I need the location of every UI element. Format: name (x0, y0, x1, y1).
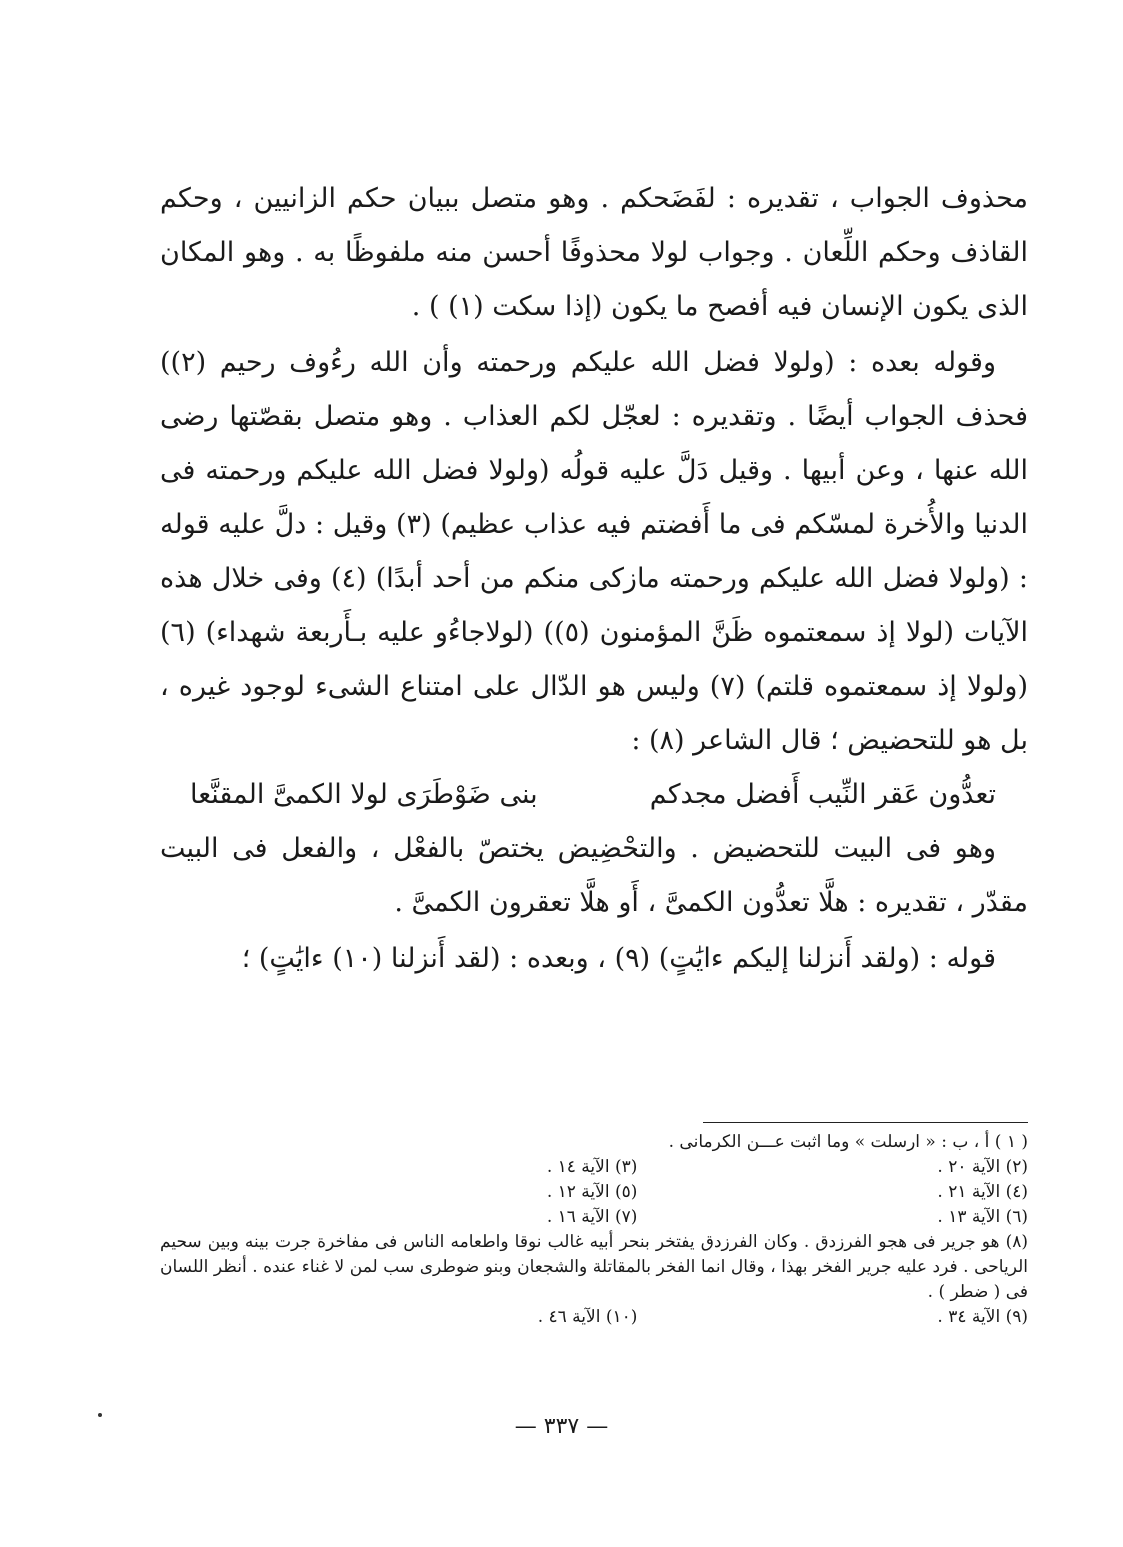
footnotes (160, 1130, 1028, 1330)
footnote-2: (٢) الآية ٢٠ . (937, 1157, 1028, 1177)
footnote-row (160, 1205, 1028, 1230)
paragraph-1: محذوف الجواب ، تقديره : لفَضَحكم . وهو متصل ببيان حكم الزانيين ، وحكم القاذف وحكم اللِّعان . وجواب لولا محذوفًا أحسن منه ملفوظًا به . وهو المكان الذى يكون الإنسان فيه أفصح ما يكون (إذا سكت (١) ) . (160, 183, 1028, 322)
footnote-row (160, 1305, 1028, 1330)
footnote-row (160, 1155, 1028, 1180)
footnote-1: ( ١ ) أ ، ب : « ارسلت » وما اثبت عـــن الكرمانى . (668, 1132, 1028, 1152)
footnote-10: (١٠) الآية ٤٦ . (537, 1307, 638, 1327)
footnote-9: (٩) الآية ٣٤ . (937, 1307, 1028, 1327)
footnote-4: (٤) الآية ٢١ . (937, 1182, 1028, 1202)
main-text-body (160, 172, 1028, 986)
page-number: — ٣٣٧ — (514, 1414, 609, 1439)
paragraph-4: قوله : (ولقد أَنزلنا إليكم ءايَٰتٍ) (٩) ، وبعده : (لقد أَنزلنا (١٠) ءايَٰتٍ) ؛ (241, 943, 996, 974)
footnote-7: (٧) الآية ١٦ . (546, 1207, 638, 1227)
footnote-5: (٥) الآية ١٢ . (546, 1182, 638, 1202)
footnote-8: (٨) هو جرير فى هجو الفرزدق . وكان الفرزدق يفتخر بنحر أبيه غالب نوقا واطعامه الناس فى مفاخرة جرت بينه وبين سحيم الرياحى . فرد عليه جرير الفخر بهذا ، وقال انما الفخر بالمقاتلة والشجعان وبنو ضوطرى سب لمن لا غناء عنده . أنظر اللسان فى ( ضطر ) . (160, 1232, 1028, 1302)
footnote-separator (703, 1122, 1028, 1123)
footnote-row (160, 1180, 1028, 1205)
footnote-3: (٣) الآية ١٤ . (546, 1157, 638, 1177)
paragraph-3: وهو فى البيت للتحضيض . والتحْضِيض يختصّ بالفعْل ، والفعل فى البيت مقدّر ، تقديره : هلَّا تعدُّون الكمىَّ ، أَو هلَّا تعقرون الكمىَّ . (160, 833, 1028, 918)
verse-hemistich-second: بنى ضَوْطَرَى لولا الكمىَّ المقنَّعا (190, 779, 538, 810)
paragraph-2: وقوله بعده : (ولولا فضل الله عليكم ورحمته وأن الله رءُوف رحيم (٢)) فحذف الجواب أيضًا . وتقديره : لعجّل لكم العذاب . وهو متصل بقصّتها رضى الله عنها ، وعن أبيها . وقيل دَلَّ عليه قولُه (ولولا فضل الله عليكم ورحمته فى الدنيا والأُخرة لمسّكم فى ما أَفضتم فيه عذاب عظيم) (٣) وقيل : دلَّ عليه قوله : (ولولا فضل الله عليكم ورحمته مازكى منكم من أحد أبدًا) (٤) وفى خلال هذه الآيات (لولا إذ سمعتموه ظَنَّ المؤمنون (٥)) (لولاجاءُو عليه بـأَربعة شهداء) (٦) (ولولا إذ سمعتموه قلتم) (٧) وليس هو الدّال على امتناع الشىء لوجود غيره ، بل هو للتحضيض ؛ قال الشاعر (٨) : (160, 347, 1029, 756)
footnote-6: (٦) الآية ١٣ . (937, 1207, 1028, 1227)
verse-hemistich-first: تعدُّون عَقر النِّيب أَفضل مجدكم (649, 779, 996, 810)
poetry-verse (160, 768, 1028, 822)
